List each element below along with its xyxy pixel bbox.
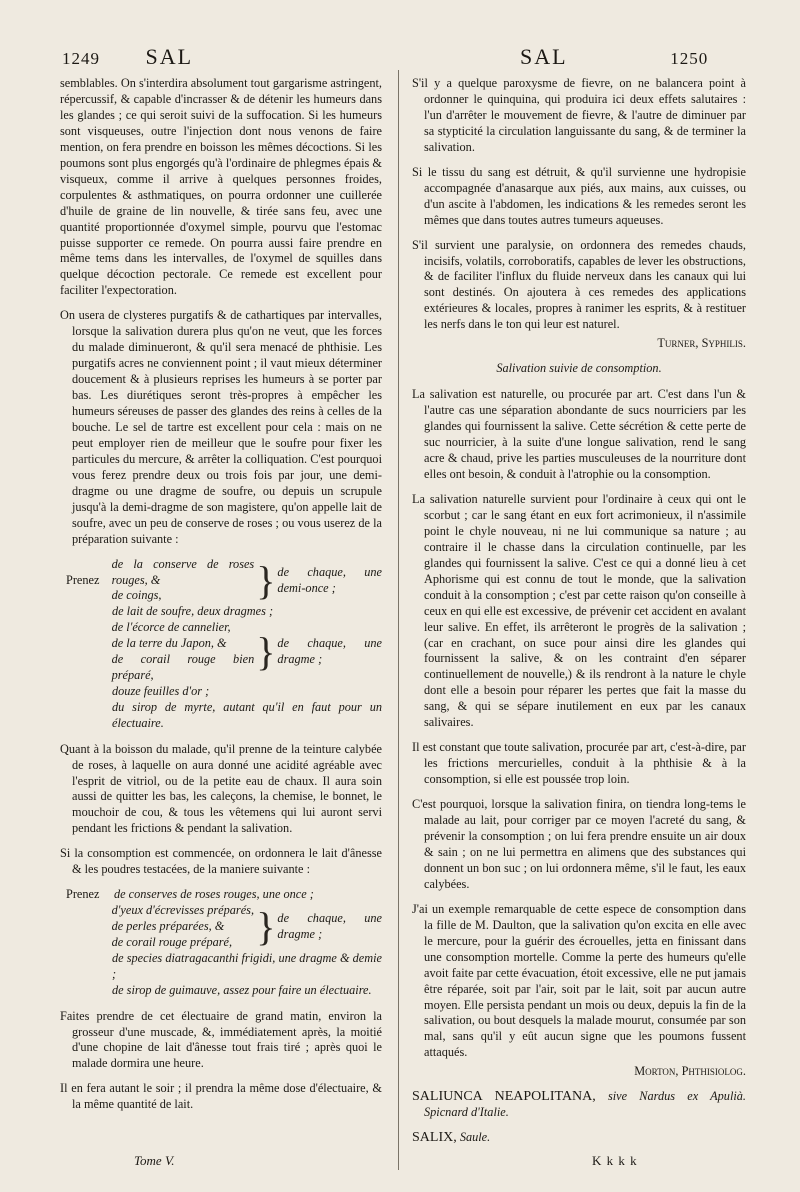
- rx-line: de la conserve de roses rouges, &: [111, 556, 255, 587]
- rx-line: douze feuilles d'or ;: [112, 683, 210, 698]
- brace: }: [256, 629, 276, 675]
- paragraph: Si le tissu du sang est détruit, & qu'il survienne une hydropisie accompagnée d'anasarque aux piés, aux mains, aux cuisses, ou d'un ascite à l'abdomen, les indications & les remedes seront les mêmes que dans toutes autres tumeurs aqueuses.: [412, 164, 746, 227]
- rx-line: de perles préparées, &: [111, 919, 225, 934]
- citation: [412, 1064, 746, 1080]
- paragraph: La salivation naturelle survient pour l'ordinaire à ceux qui ont le scorbut ; car le sang étant en eux fort acrimonieux, il n'assimile point le chyle nouveau, ni ne lui communique sa nature ; au contraire il le chasse dans la circulation continuelle, par les glandes qui fournissent la salive. C'est ce qui a donné lieu à cet Aphorisme qui est connu de tout le monde, que la salivation conduit à la consomption ; c'est par cette raison qu'on conseille à ceux en qui elle est excessive, de prévenir cet accident en avalant leur salive. En effet, ils arrêteront le progrès de la salivation ; (car en crachant, on suce pour ainsi dire les glandes qui fournissent la salive, & on les contraint d'en séparer continuellement de nouvelle,) & ils rendront à la nature le chyle dont elle a besoin pour réparer les pertes que fait la masse du sang, & qui se sépare inutilement en eux par les canaux salivaires.: [412, 491, 746, 730]
- page-number-left: 1249: [62, 49, 100, 68]
- rx-line: de l'écorce de cannelier,: [111, 620, 231, 635]
- prescription-2: [66, 887, 382, 998]
- citation-text: Turner, Syphilis.: [657, 336, 746, 351]
- paragraph: C'est pourquoi, lorsque la salivation finira, on tiendra long-tems le malade au lait, pour corriger par ce moyen l'acreté du sang, & prévenir la consomption ; on lui fera prendre ensuite un air doux & sain ; on ne lui permettra en alimens que des substances qui donnent un bon suc ; on lui ordonnera même, s'il le faut, les eaux calybées.: [412, 797, 746, 891]
- rx-line: de sirop de guimauve, assez pour faire un électuaire.: [112, 982, 372, 997]
- section-heading: Salivation suivie de consomption.: [496, 361, 662, 376]
- rx-line: de coings,: [111, 588, 162, 603]
- page-header-right: [520, 44, 708, 70]
- paragraph: Il est constant que toute salivation, procurée par art, c'est-à-dire, par les frictions mercurielles, conduit à la phthisie & à la consomption, si elle est poussée trop loin.: [412, 740, 746, 787]
- column-rule: [398, 70, 399, 1170]
- rx-line: de lait de soufre, deux dragmes ;: [112, 604, 274, 619]
- entry-text: Saule.: [459, 1130, 491, 1145]
- dictionary-entry: [412, 1130, 746, 1146]
- rx-dose: de chaque, une dragme ;: [277, 636, 382, 667]
- brace: }: [256, 904, 276, 949]
- entry-headword: SALIX,: [412, 1130, 457, 1146]
- page-number-right: 1250: [670, 49, 709, 68]
- volume-label: Tome V.: [134, 1153, 175, 1168]
- prenez-label: Prenez: [66, 887, 100, 902]
- citation: [412, 336, 746, 352]
- paragraph: Faites prendre de cet électuaire de grand matin, environ la grosseur d'une muscade, &, immédiatement après, la moitié d'une chopine de lait d'ânesse tout frais tiré ; après quoi le malade dormira une heure.: [60, 1008, 382, 1071]
- paragraph: La salivation est naturelle, ou procurée par art. C'est dans l'un & l'autre cas une séparation abondante de sucs nourriciers par les glandes qui fournissent la salive. Cette sécrétion & cette perte de suc nourricier, à la suite d'une longue salivation, rend le sang acre & chaud, prive les parties musculeuses de la nourriture dont elles ont besoin, & conduit à l'atrophie ou la consomption.: [412, 387, 746, 481]
- rx-line: d'yeux d'écrevisses préparés,: [111, 903, 255, 918]
- running-title-right: SAL: [520, 44, 567, 69]
- page-header-left: [62, 44, 193, 70]
- rx-line: de corail rouge bien préparé,: [111, 652, 255, 682]
- right-column: [412, 76, 746, 1155]
- signature-mark: K k k k: [592, 1153, 638, 1168]
- prenez-label: Prenez: [66, 572, 100, 587]
- entry-headword: SALIUNCA NEAPOLITANA,: [412, 1089, 596, 1105]
- rx-line: de conserves de roses rouges, une once ;: [114, 887, 314, 902]
- brace: }: [256, 557, 276, 603]
- paragraph: S'il y a quelque paroxysme de fievre, on ne balancera point à ordonner le quinquina, qui produira ici deux effets salutaires : l'un d'arrêter le mouvement de fievre, & l'autre de diminuer par sa stypticité la circulation languissante du sang, & de terminer la salivation.: [412, 76, 746, 154]
- rx-line: de species diatragacanthi frigidi, une dragme & demie ;: [112, 950, 382, 981]
- rx-dose: de chaque, une demi-once ;: [277, 564, 382, 595]
- dictionary-entry: [412, 1089, 746, 1121]
- paragraph: S'il survient une paralysie, on ordonnera des remedes chauds, incisifs, volatils, corroboratifs, capables de lever les obstructions, & de faciliter l'influx du fluide nerveux dans les canaux qui lui sont destinés. On ajoutera à ces remedes des applications extérieures & locales, propres à ranimer les esprits, & à restituer les nerfs dans le ton qui leur est naturel.: [412, 237, 746, 332]
- paragraph: Si la consomption est commencée, on ordonnera le lait d'ânesse & les poudres testacées, de la maniere suivante :: [60, 846, 382, 877]
- rx-dose: de chaque, une dragme ;: [277, 911, 382, 941]
- rx-line: du sirop de myrte, autant qu'il en faut pour un électuaire.: [112, 699, 382, 730]
- left-column: [60, 76, 382, 1122]
- paragraph: Il en fera autant le soir ; il prendra la même dose d'électuaire, & la même quantité de lait.: [60, 1081, 382, 1112]
- rx-line: de corail rouge préparé,: [111, 934, 233, 949]
- citation-text: Morton, Phthisiolog.: [634, 1064, 746, 1079]
- rx-line: de la terre du Japon, &: [111, 636, 227, 651]
- paragraph: semblables. On s'interdira absolument tout gargarisme astringent, répercussif, & capable d'incrasser & de détenir les humeurs dans les glandes ; ce qui seroit suivi de la suffocation. Si les humeurs sont visqueuses, outre l'injection dont nous venons de faire mention, on fera prendre en boisson les mêmes décoctions. Si les poumons sont plus engorgés qu'à l'ordinaire de phlegmes épais & visqueux, comme il arrive à quelques personnes froides, corpulentes & asthmatiques, on pourra ordonner une cuillerée d'huile de graine de lin nouvelle, & tirée sans feu, avec une quantité proportionnée d'oxymel simple, pourvu que l'estomac puisse supporter ce remede. On pourra aussi faire prendre en même tems dans les intervalles, de l'oxymel de squilles dans quelque décoction pectorale. Ce remede est excellent pour faciliter l'expectoration.: [60, 76, 382, 298]
- running-title-left: SAL: [145, 44, 194, 69]
- entry-text: sive Nardus ex Apulià. Spicnard d'Italie.: [424, 1089, 747, 1120]
- paragraph: On usera de clysteres purgatifs & de cathartiques par intervalles, lorsque la salivation durera plus qu'on ne veut, que les forces du malade diminueront, & qu'il sera menacé de phthisie. Les purgatifs acres ne conviennent point ; il vaut mieux déterminer doucement & à plusieurs reprises les humeurs à se porter par bas. Les diurétiques seront très-propres à empêcher les humeurs séreuses de passer des glandes des reins à celles de la bouche. Le sel de tartre est excellent pour cela : mais on ne peut employer rien de meilleur que le soufre pour fixer les particules du mercure, & arrêter la colliquation. C'est pourquoi vous ferez prendre deux ou trois fois par jour, une demi-dragme ou une dragme de soufre, ou depuis un scrupule jusqu'à la demi-dragme de son magistere, qu'on appelle lait de soufre, avec un peu de conserve de roses ; ou vous userez de la préparation suivante :: [60, 308, 382, 546]
- paragraph: Quant à la boisson du malade, qu'il prenne de la teinture calybée de roses, à laquelle on aura donné une acidité agréable avec l'esprit de vitriol, ou de la petite eau de chaux. Il aura soin aussi de quitter les bas, les caleçons, la chemise, le bonnet, le mouchoir de cou, & tous les vêtemens qui lui auront servi pendant les frictions & pendant la salivation.: [60, 741, 382, 836]
- paragraph: J'ai un exemple remarquable de cette espece de consomption dans la fille de M. Daulton, que la salivation qu'on excita en elle avec le mercure, pour la guérir des écrouelles, jetta en finissant dans une consomption mortelle. Comme la perte des humeurs qu'elle avoit faite par cette évacuation, étoit excessive, elle ne put jamais être réparée, soit par l'air, soit par le lait, soit par aucun autre moyen. Elle persista pendant un mois ou deux, depuis la fin de la salivation, ou bout desquels la malade mourut, consumée par son mal, sans qu'il y eût aucun signe que les poumons fussent attaqués.: [412, 901, 746, 1060]
- prescription-1: [66, 557, 382, 732]
